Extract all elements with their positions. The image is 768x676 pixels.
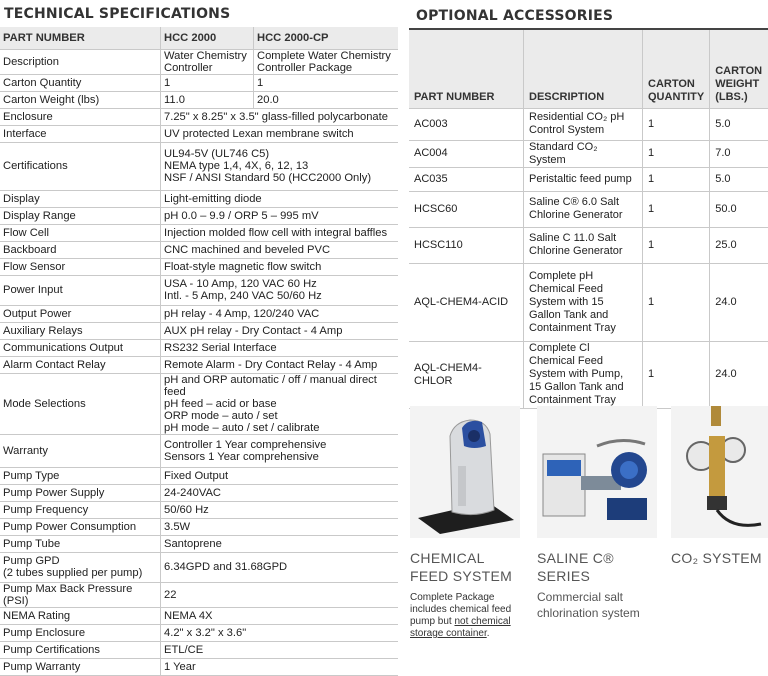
spec-label: Description: [0, 49, 161, 74]
spec-label: Carton Quantity: [0, 74, 161, 91]
spec-row: [0, 74, 398, 91]
accessories-header-cell: CARTON QUANTITY: [643, 30, 710, 108]
chemical-feed-note-underlined: not chemical storage container: [410, 616, 511, 639]
accessory-carton-weight: 24.0: [710, 263, 768, 341]
spec-value: 3.5W: [161, 518, 399, 535]
spec-value: pH 0.0 – 9.9 / ORP 5 – 995 mV: [161, 207, 399, 224]
spec-value: pH and ORP automatic / off / manual direct feed pH feed – acid or base ORP mode – auto / set pH mode – auto / set / calibrate: [161, 373, 399, 434]
saline-c-subtitle: Commercial salt chlorination system: [537, 590, 640, 620]
spec-label: Power Input: [0, 275, 161, 305]
spec-label: Pump Tube: [0, 535, 161, 552]
co2-system-title: CO₂ SYSTEM: [671, 550, 762, 566]
spec-value: Float-style magnetic flow switch: [161, 258, 399, 275]
spec-row: [0, 258, 398, 275]
spec-row: [0, 224, 398, 241]
accessory-carton-quantity: 1: [643, 108, 710, 140]
spec-value-hcc2000: 11.0: [161, 91, 254, 108]
spec-value: 1 Year: [161, 658, 399, 675]
spec-header-cell: PART NUMBER: [0, 27, 161, 49]
spec-label: Alarm Contact Relay: [0, 356, 161, 373]
accessory-carton-quantity: 1: [643, 167, 710, 191]
spec-header-cell: HCC 2000-CP: [254, 27, 399, 49]
accessory-carton-quantity: 1: [643, 263, 710, 341]
accessory-row: [409, 108, 768, 140]
accessories-table: [409, 30, 768, 409]
spec-label: Display Range: [0, 207, 161, 224]
spec-label: Warranty: [0, 434, 161, 467]
spec-header-cell: HCC 2000: [161, 27, 254, 49]
accessories-header-row: [409, 30, 768, 108]
accessories-header-cell: CARTON WEIGHT (LBS.): [710, 30, 768, 108]
spec-label: Pump Type: [0, 467, 161, 484]
accessory-part-number: HCSC60: [409, 191, 524, 227]
accessory-carton-quantity: 1: [643, 227, 710, 263]
accessory-description: Saline C 11.0 Salt Chlorine Generator: [524, 227, 643, 263]
spec-value: CNC machined and beveled PVC: [161, 241, 399, 258]
accessories-header-cell: PART NUMBER: [409, 30, 524, 108]
spec-label: Output Power: [0, 305, 161, 322]
spec-row: [0, 501, 398, 518]
chemical-feed-note-text: Complete Package includes chemical feed pump but: [410, 592, 512, 627]
spec-value-hcc2000cp: 1: [254, 74, 399, 91]
accessory-row: [409, 341, 768, 408]
saline-c-title: SALINE C® SERIES: [537, 550, 614, 584]
spec-label: Pump Warranty: [0, 658, 161, 675]
accessory-description: Peristaltic feed pump: [524, 167, 643, 191]
spec-row: [0, 322, 398, 339]
spec-label: Auxiliary Relays: [0, 322, 161, 339]
spec-value: ETL/CE: [161, 641, 399, 658]
specifications-table: [0, 27, 398, 676]
accessory-description: Standard CO₂ System: [524, 140, 643, 167]
accessory-part-number: HCSC110: [409, 227, 524, 263]
accessory-carton-quantity: 1: [643, 191, 710, 227]
spec-label: Pump Certifications: [0, 641, 161, 658]
spec-header-row: [0, 27, 398, 49]
spec-row: [0, 467, 398, 484]
saline-c-photo: [537, 406, 657, 538]
spec-label: Pump Power Supply: [0, 484, 161, 501]
chemical-feed-note: [410, 592, 520, 640]
spec-label: Pump GPD (2 tubes supplied per pump): [0, 552, 161, 582]
accessory-carton-weight: 25.0: [710, 227, 768, 263]
spec-row: [0, 484, 398, 501]
spec-value: 7.25" x 8.25" x 3.5" glass-filled polycarbonate: [161, 108, 399, 125]
accessory-description: Saline C® 6.0 Salt Chlorine Generator: [524, 191, 643, 227]
spec-row: [0, 49, 398, 74]
spec-value: Injection molded flow cell with integral baffles: [161, 224, 399, 241]
accessory-row: [409, 167, 768, 191]
spec-row: [0, 339, 398, 356]
spec-row: [0, 373, 398, 434]
spec-label: Carton Weight (lbs): [0, 91, 161, 108]
spec-row: [0, 518, 398, 535]
spec-row: [0, 624, 398, 641]
spec-value-hcc2000: Water Chemistry Controller: [161, 49, 254, 74]
spec-row: [0, 434, 398, 467]
spec-row: [0, 190, 398, 207]
accessory-part-number: AC004: [409, 140, 524, 167]
accessory-carton-weight: 5.0: [710, 167, 768, 191]
spec-value: pH relay - 4 Amp, 120/240 VAC: [161, 305, 399, 322]
spec-row: [0, 356, 398, 373]
spec-row: [0, 241, 398, 258]
spec-row: [0, 108, 398, 125]
spec-label: Certifications: [0, 142, 161, 190]
accessory-part-number: AQL-CHEM4-CHLOR: [409, 341, 524, 408]
accessory-row: [409, 140, 768, 167]
spec-label: Interface: [0, 125, 161, 142]
spec-value: Controller 1 Year comprehensive Sensors 1 Year comprehensive: [161, 434, 399, 467]
spec-label: Pump Max Back Pressure (PSI): [0, 582, 161, 607]
spec-label: Communications Output: [0, 339, 161, 356]
spec-value: 6.34GPD and 31.68GPD: [161, 552, 399, 582]
spec-row: [0, 305, 398, 322]
spec-value-hcc2000: 1: [161, 74, 254, 91]
spec-label: Pump Power Consumption: [0, 518, 161, 535]
spec-label: Display: [0, 190, 161, 207]
spec-label: Pump Frequency: [0, 501, 161, 518]
accessory-description: Complete Cl Chemical Feed System with Pump, 15 Gallon Tank and Containment Tray: [524, 341, 643, 408]
spec-row: [0, 641, 398, 658]
spec-value: UL94-5V (UL746 C5) NEMA type 1,4, 4X, 6, 12, 13 NSF / ANSI Standard 50 (HCC2000 Only): [161, 142, 399, 190]
accessory-carton-weight: 5.0: [710, 108, 768, 140]
accessory-row: [409, 191, 768, 227]
accessory-carton-weight: 50.0: [710, 191, 768, 227]
accessory-carton-weight: 24.0: [710, 341, 768, 408]
accessory-part-number: AC035: [409, 167, 524, 191]
spec-value: 50/60 Hz: [161, 501, 399, 518]
accessory-row: [409, 227, 768, 263]
spec-value: Fixed Output: [161, 467, 399, 484]
spec-row: [0, 582, 398, 607]
co2-system-photo: [671, 406, 768, 538]
spec-row: [0, 91, 398, 108]
spec-label: Enclosure: [0, 108, 161, 125]
spec-value: Remote Alarm - Dry Contact Relay - 4 Amp: [161, 356, 399, 373]
spec-value-hcc2000cp: 20.0: [254, 91, 399, 108]
spec-value: RS232 Serial Interface: [161, 339, 399, 356]
accessory-carton-quantity: 1: [643, 341, 710, 408]
spec-row: [0, 142, 398, 190]
spec-value: 24-240VAC: [161, 484, 399, 501]
spec-value: 22: [161, 582, 399, 607]
spec-value: NEMA 4X: [161, 607, 399, 624]
accessory-part-number: AQL-CHEM4-ACID: [409, 263, 524, 341]
specs-title: TECHNICAL SPECIFICATIONS: [4, 6, 231, 22]
spec-value: UV protected Lexan membrane switch: [161, 125, 399, 142]
spec-value: USA - 10 Amp, 120 VAC 60 Hz Intl. - 5 Amp, 240 VAC 50/60 Hz: [161, 275, 399, 305]
spec-row: [0, 125, 398, 142]
spec-row: [0, 275, 398, 305]
spec-value: AUX pH relay - Dry Contact - 4 Amp: [161, 322, 399, 339]
spec-label: Flow Sensor: [0, 258, 161, 275]
chemical-feed-title: CHEMICAL FEED SYSTEM: [410, 550, 513, 584]
spec-value: Santoprene: [161, 535, 399, 552]
spec-value-hcc2000cp: Complete Water Chemistry Controller Package: [254, 49, 399, 74]
spec-row: [0, 607, 398, 624]
spec-row: [0, 552, 398, 582]
accessory-description: Residential CO₂ pH Control System: [524, 108, 643, 140]
spec-label: Flow Cell: [0, 224, 161, 241]
chemical-feed-note-end: .: [486, 628, 490, 639]
accessory-description: Complete pH Chemical Feed System with 15 Gallon Tank and Containment Tray: [524, 263, 643, 341]
spec-label: Pump Enclosure: [0, 624, 161, 641]
accessory-row: [409, 263, 768, 341]
accessories-title: OPTIONAL ACCESSORIES: [416, 8, 614, 24]
spec-value: Light-emitting diode: [161, 190, 399, 207]
spec-row: [0, 535, 398, 552]
accessory-carton-weight: 7.0: [710, 140, 768, 167]
chemical-feed-photo: [410, 406, 520, 538]
accessories-header-cell: DESCRIPTION: [524, 30, 643, 108]
spec-label: NEMA Rating: [0, 607, 161, 624]
spec-value: 4.2" x 3.2" x 3.6": [161, 624, 399, 641]
spec-row: [0, 658, 398, 675]
spec-row: [0, 207, 398, 224]
accessory-carton-quantity: 1: [643, 140, 710, 167]
accessory-part-number: AC003: [409, 108, 524, 140]
spec-label: Backboard: [0, 241, 161, 258]
spec-label: Mode Selections: [0, 373, 161, 434]
